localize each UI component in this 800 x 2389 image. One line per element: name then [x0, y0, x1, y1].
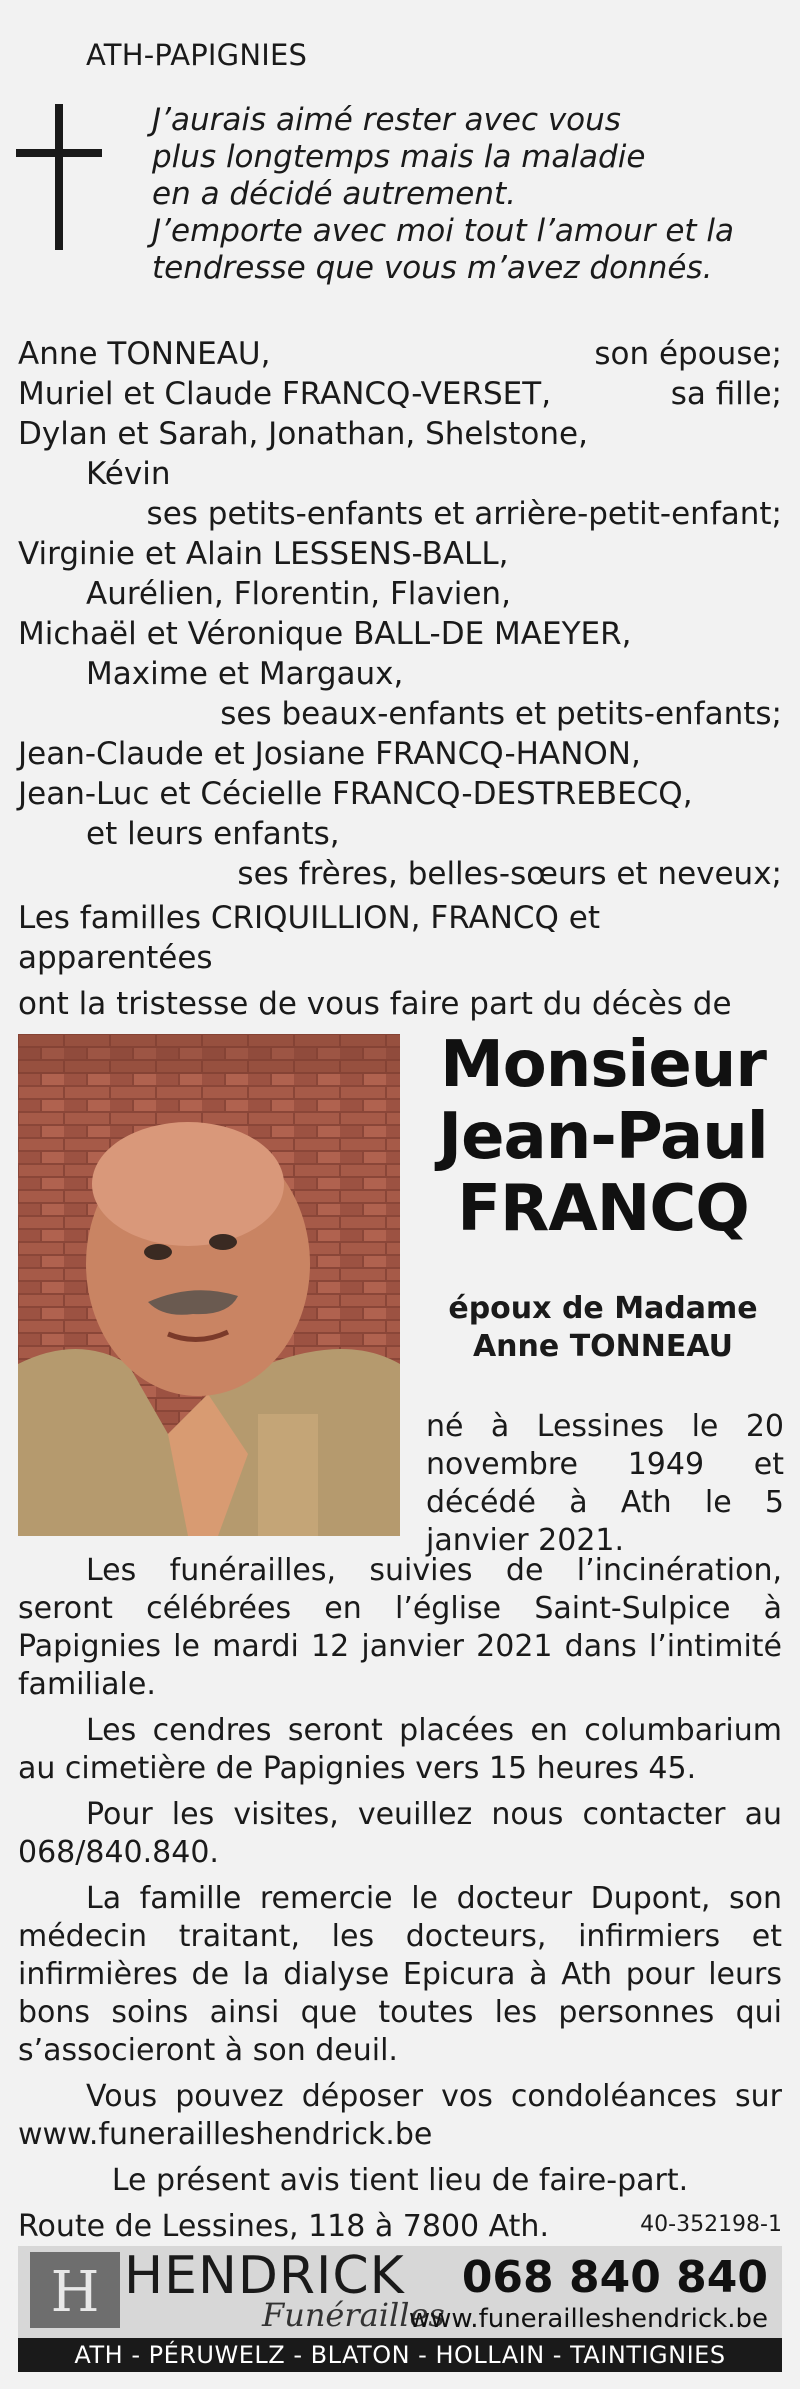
family-relation: ses petits-enfants et arrière-petit-enfant; — [146, 496, 782, 532]
visits-paragraph: Pour les visites, veuillez nous contacter au 068/840.840. — [18, 1797, 782, 1870]
family-relation: ses beaux-enfants et petits-enfants; — [220, 696, 782, 732]
brand-subtitle: Funérailles — [262, 2296, 445, 2334]
ashes-paragraph: Les cendres seront placées en columbarium au cimetière de Papignies vers 15 heures 45. — [18, 1713, 782, 1786]
phone-number: 068 840 840 — [461, 2252, 768, 2303]
family-member: Jean-Claude et Josiane FRANCQ-HANON, — [18, 736, 641, 772]
hendrick-logo-icon — [30, 2252, 120, 2328]
quote-line: J’emporte avec moi tout l’amour et la — [152, 213, 735, 249]
family-row — [18, 334, 782, 374]
spouse-info — [420, 1290, 786, 1366]
family-list — [18, 334, 782, 1024]
family-member: Kévin — [86, 456, 171, 492]
family-member: Muriel et Claude FRANCQ-VERSET, — [18, 376, 552, 412]
website-link[interactable]: www.funerailleshendrick.be — [408, 2304, 768, 2334]
condolences-paragraph: Vous pouvez déposer vos condoléances sur www.funerailleshendrick.be — [18, 2079, 782, 2152]
address-line: Route de Lessines, 118 à 7800 Ath. — [18, 2209, 549, 2244]
family-member: et leurs enfants, — [86, 816, 340, 852]
deceased-last-name: FRANCQ — [457, 1172, 749, 1246]
reference-number: 40-352198-1 — [640, 2212, 782, 2237]
family-member: Virginie et Alain LESSENS-BALL, — [18, 536, 509, 572]
family-relation: sa fille; — [670, 376, 782, 412]
announcement-line: ont la tristesse de vous faire part du décès de — [18, 986, 732, 1022]
thanks-paragraph: La famille remercie le docteur Dupont, son médecin traitant, les docteurs, infirmiers et infirmières de la dialyse Epicura à Ath pour leurs bons soins ainsi que toutes les personnes qui s’associeront à son deuil. — [18, 1881, 782, 2068]
birth-death-info: né à Lessines le 20 novembre 1949 et décédé à Ath le 5 janvier 2021. — [426, 1409, 784, 1558]
family-relation: son épouse; — [594, 336, 782, 372]
locations-bar: ATH - PÉRUWELZ - BLATON - HOLLAIN - TAINTIGNIES — [18, 2338, 782, 2372]
family-member: Michaël et Véronique BALL-DE MAEYER, — [18, 616, 632, 652]
notice-body — [18, 1552, 782, 2254]
family-member: Maxime et Margaux, — [86, 656, 404, 692]
family-row — [18, 374, 782, 414]
quote-line: tendresse que vous m’avez donnés. — [152, 250, 713, 286]
spouse-line: Anne TONNEAU — [472, 1329, 734, 1364]
quote-line: plus longtemps mais la maladie — [152, 139, 646, 175]
locality-heading: ATH-PAPIGNIES — [86, 38, 308, 72]
family-member: Les familles CRIQUILLION, FRANCQ et apparentées — [18, 900, 601, 976]
brand-name: HENDRICK — [124, 2246, 405, 2306]
logo-letter: H — [50, 2260, 100, 2325]
farewell-quote — [152, 102, 734, 287]
family-relation: ses frères, belles-sœurs et neveux; — [237, 856, 782, 892]
family-member: Aurélien, Florentin, Flavien, — [86, 576, 511, 612]
spouse-line: époux de Madame — [448, 1291, 758, 1326]
portrait-photo — [18, 1034, 400, 1536]
notice-statement: Le présent avis tient lieu de faire-part. — [111, 2163, 689, 2198]
quote-line: en a décidé autrement. — [152, 176, 516, 212]
family-member: Anne TONNEAU, — [18, 336, 271, 372]
funeral-paragraph: Les funérailles, suivies de l’incinération, seront célébrées en l’église Saint-Sulpice à Papignies le mardi 12 janvier 2021 dans l’intimité familiale. — [18, 1553, 782, 1702]
family-member: Dylan et Sarah, Jonathan, Shelstone, — [18, 416, 588, 452]
funeral-home-banner — [18, 2246, 782, 2372]
deceased-first-name: Jean-Paul — [438, 1100, 768, 1174]
cross-icon — [16, 104, 102, 250]
family-member: Jean-Luc et Cécielle FRANCQ-DESTREBECQ, — [18, 776, 693, 812]
quote-line: J’aurais aimé rester avec vous — [152, 102, 621, 138]
deceased-title: Monsieur — [440, 1028, 766, 1102]
